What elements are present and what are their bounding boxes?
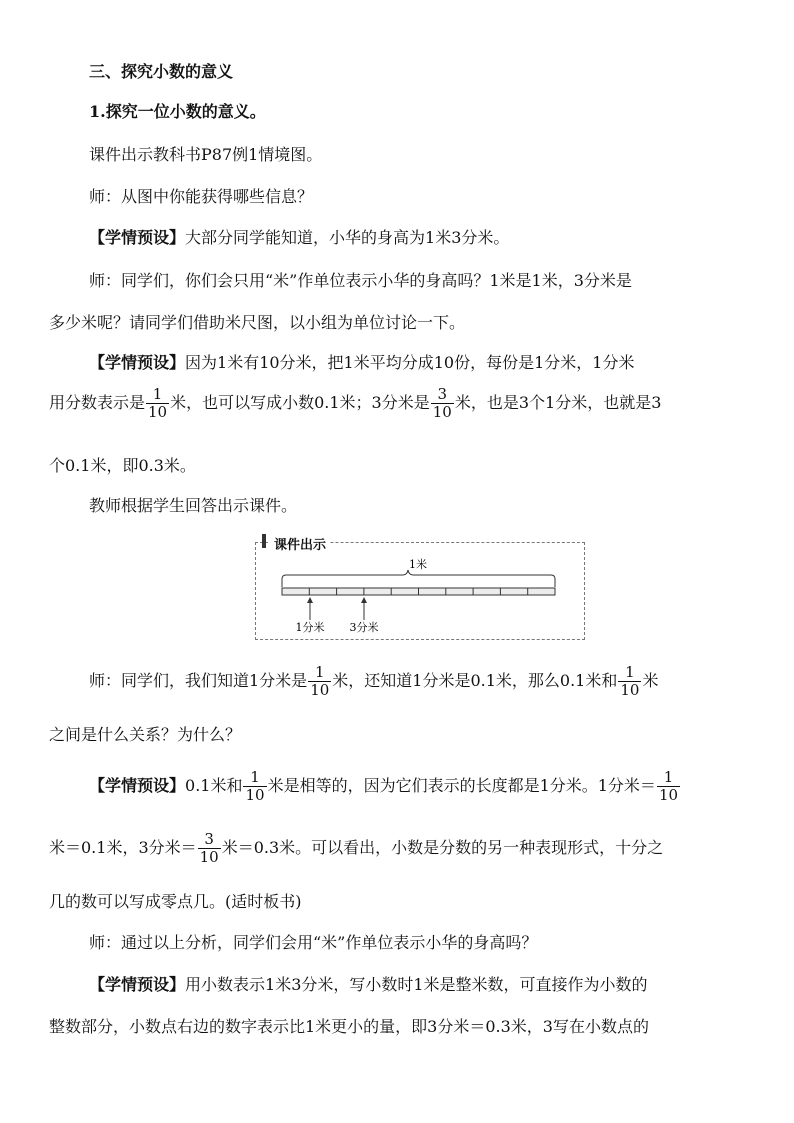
fraction-three-tenths: $\frac{3}{10}$ — [199, 830, 219, 866]
fraction-one-tenth: $\frac{1}{10}$ — [148, 385, 168, 421]
paragraph-preset-4-line2: 整数部分，小数点右边的数字表示比1米更小的量，即3分米＝0.3米，3写在小数点的 — [49, 1017, 649, 1036]
fraction-one-tenth: $\frac{1}{10}$ — [658, 768, 679, 804]
paragraph-teacher-question-3-line1 — [89, 664, 759, 699]
paragraph-preset-3-line3: 几的数可以写成零点几。(适时板书) — [49, 892, 302, 911]
paragraph-preset-3-line2 — [49, 831, 759, 866]
paragraph-preset-2-line2 — [49, 386, 759, 421]
paragraph-teacher-question-1: 师：从图中你能获得哪些信息？ — [89, 187, 314, 206]
fraction-three-tenths: $\frac{3}{10}$ — [432, 385, 452, 421]
text: 米是相等的，因为它们表示的长度都是1分米。1分米＝ — [267, 776, 656, 795]
paragraph-teacher-question-2-line1: 师：同学们，你们会只用“米”作单位表示小华的身高吗？1米是1米，3分米是 — [89, 271, 632, 290]
fraction-one-tenth: $\frac{1}{10}$ — [310, 663, 330, 699]
text: 0.1米和 — [185, 776, 243, 795]
text: 用分数表示是 — [49, 393, 146, 412]
paragraph-teacher-question-2-line2: 多少米呢？请同学们借助米尺图，以小组为单位讨论一下。 — [49, 313, 466, 332]
paragraph-teacher-question-4: 师：通过以上分析，同学们会用“米”作单位表示小华的身高吗？ — [89, 933, 538, 952]
paragraph-teacher-question-3-line2: 之间是什么关系？为什么？ — [49, 725, 242, 744]
section-title: 三、探究小数的意义 — [89, 62, 234, 81]
preset-text: 大部分同学能知道，小华的身高为1米3分米。 — [185, 228, 510, 247]
paragraph-preset-1 — [89, 228, 759, 248]
text: 师：同学们，我们知道1分米是 — [89, 671, 308, 690]
fraction-one-tenth: $\frac{1}{10}$ — [620, 663, 640, 699]
paragraph-teacher-show: 教师根据学生回答出示课件。 — [89, 496, 298, 515]
sub-title: 1.探究一位小数的意义。 — [89, 102, 266, 121]
arrow-1-label: 1分米 — [295, 621, 325, 634]
text: 米 — [642, 671, 659, 690]
meter-ruler-diagram — [255, 542, 585, 640]
preset-text: 因为1米有10分米，把1米平均分成10份，每份是1分米，1分米 — [185, 353, 635, 372]
arrow-1-head — [307, 597, 313, 603]
paragraph-preset-2-line1 — [89, 353, 759, 373]
brace-label: 1米 — [409, 558, 427, 571]
text: 米，还知道1分米是0.1米，那么0.1米和 — [332, 671, 618, 690]
figure-title: 课件出示 — [270, 534, 330, 553]
fraction-one-tenth: $\frac{1}{10}$ — [245, 768, 265, 804]
arrow-2-label: 3分米 — [349, 621, 379, 634]
preset-tag: 【学情预设】 — [89, 975, 186, 994]
text: 米，也是3个1分米，也就是3 — [454, 393, 662, 412]
paragraph-preset-2-line3: 个0.1米，即0.3米。 — [49, 456, 196, 475]
paragraph-preset-4-line1 — [89, 975, 759, 995]
one-meter-brace — [282, 570, 555, 587]
preset-tag: 【学情预设】 — [89, 776, 186, 795]
arrow-2-head — [361, 597, 367, 603]
paragraph-preset-3-line1 — [89, 769, 759, 804]
preset-text: 用小数表示1米3分米，写小数时1米是整米数，可直接作为小数的 — [185, 975, 648, 994]
preset-tag: 【学情预设】 — [89, 228, 186, 247]
text: 米＝0.3米。可以看出，小数是分数的另一种表现形式，十分之 — [221, 838, 664, 857]
paragraph-courseware: 课件出示教科书P87例1情境图。 — [89, 145, 323, 164]
text: 米，也可以写成小数0.1米；3分米是 — [170, 393, 430, 412]
preset-tag: 【学情预设】 — [89, 353, 186, 372]
text: 米＝0.1米，3分米＝ — [49, 838, 197, 857]
